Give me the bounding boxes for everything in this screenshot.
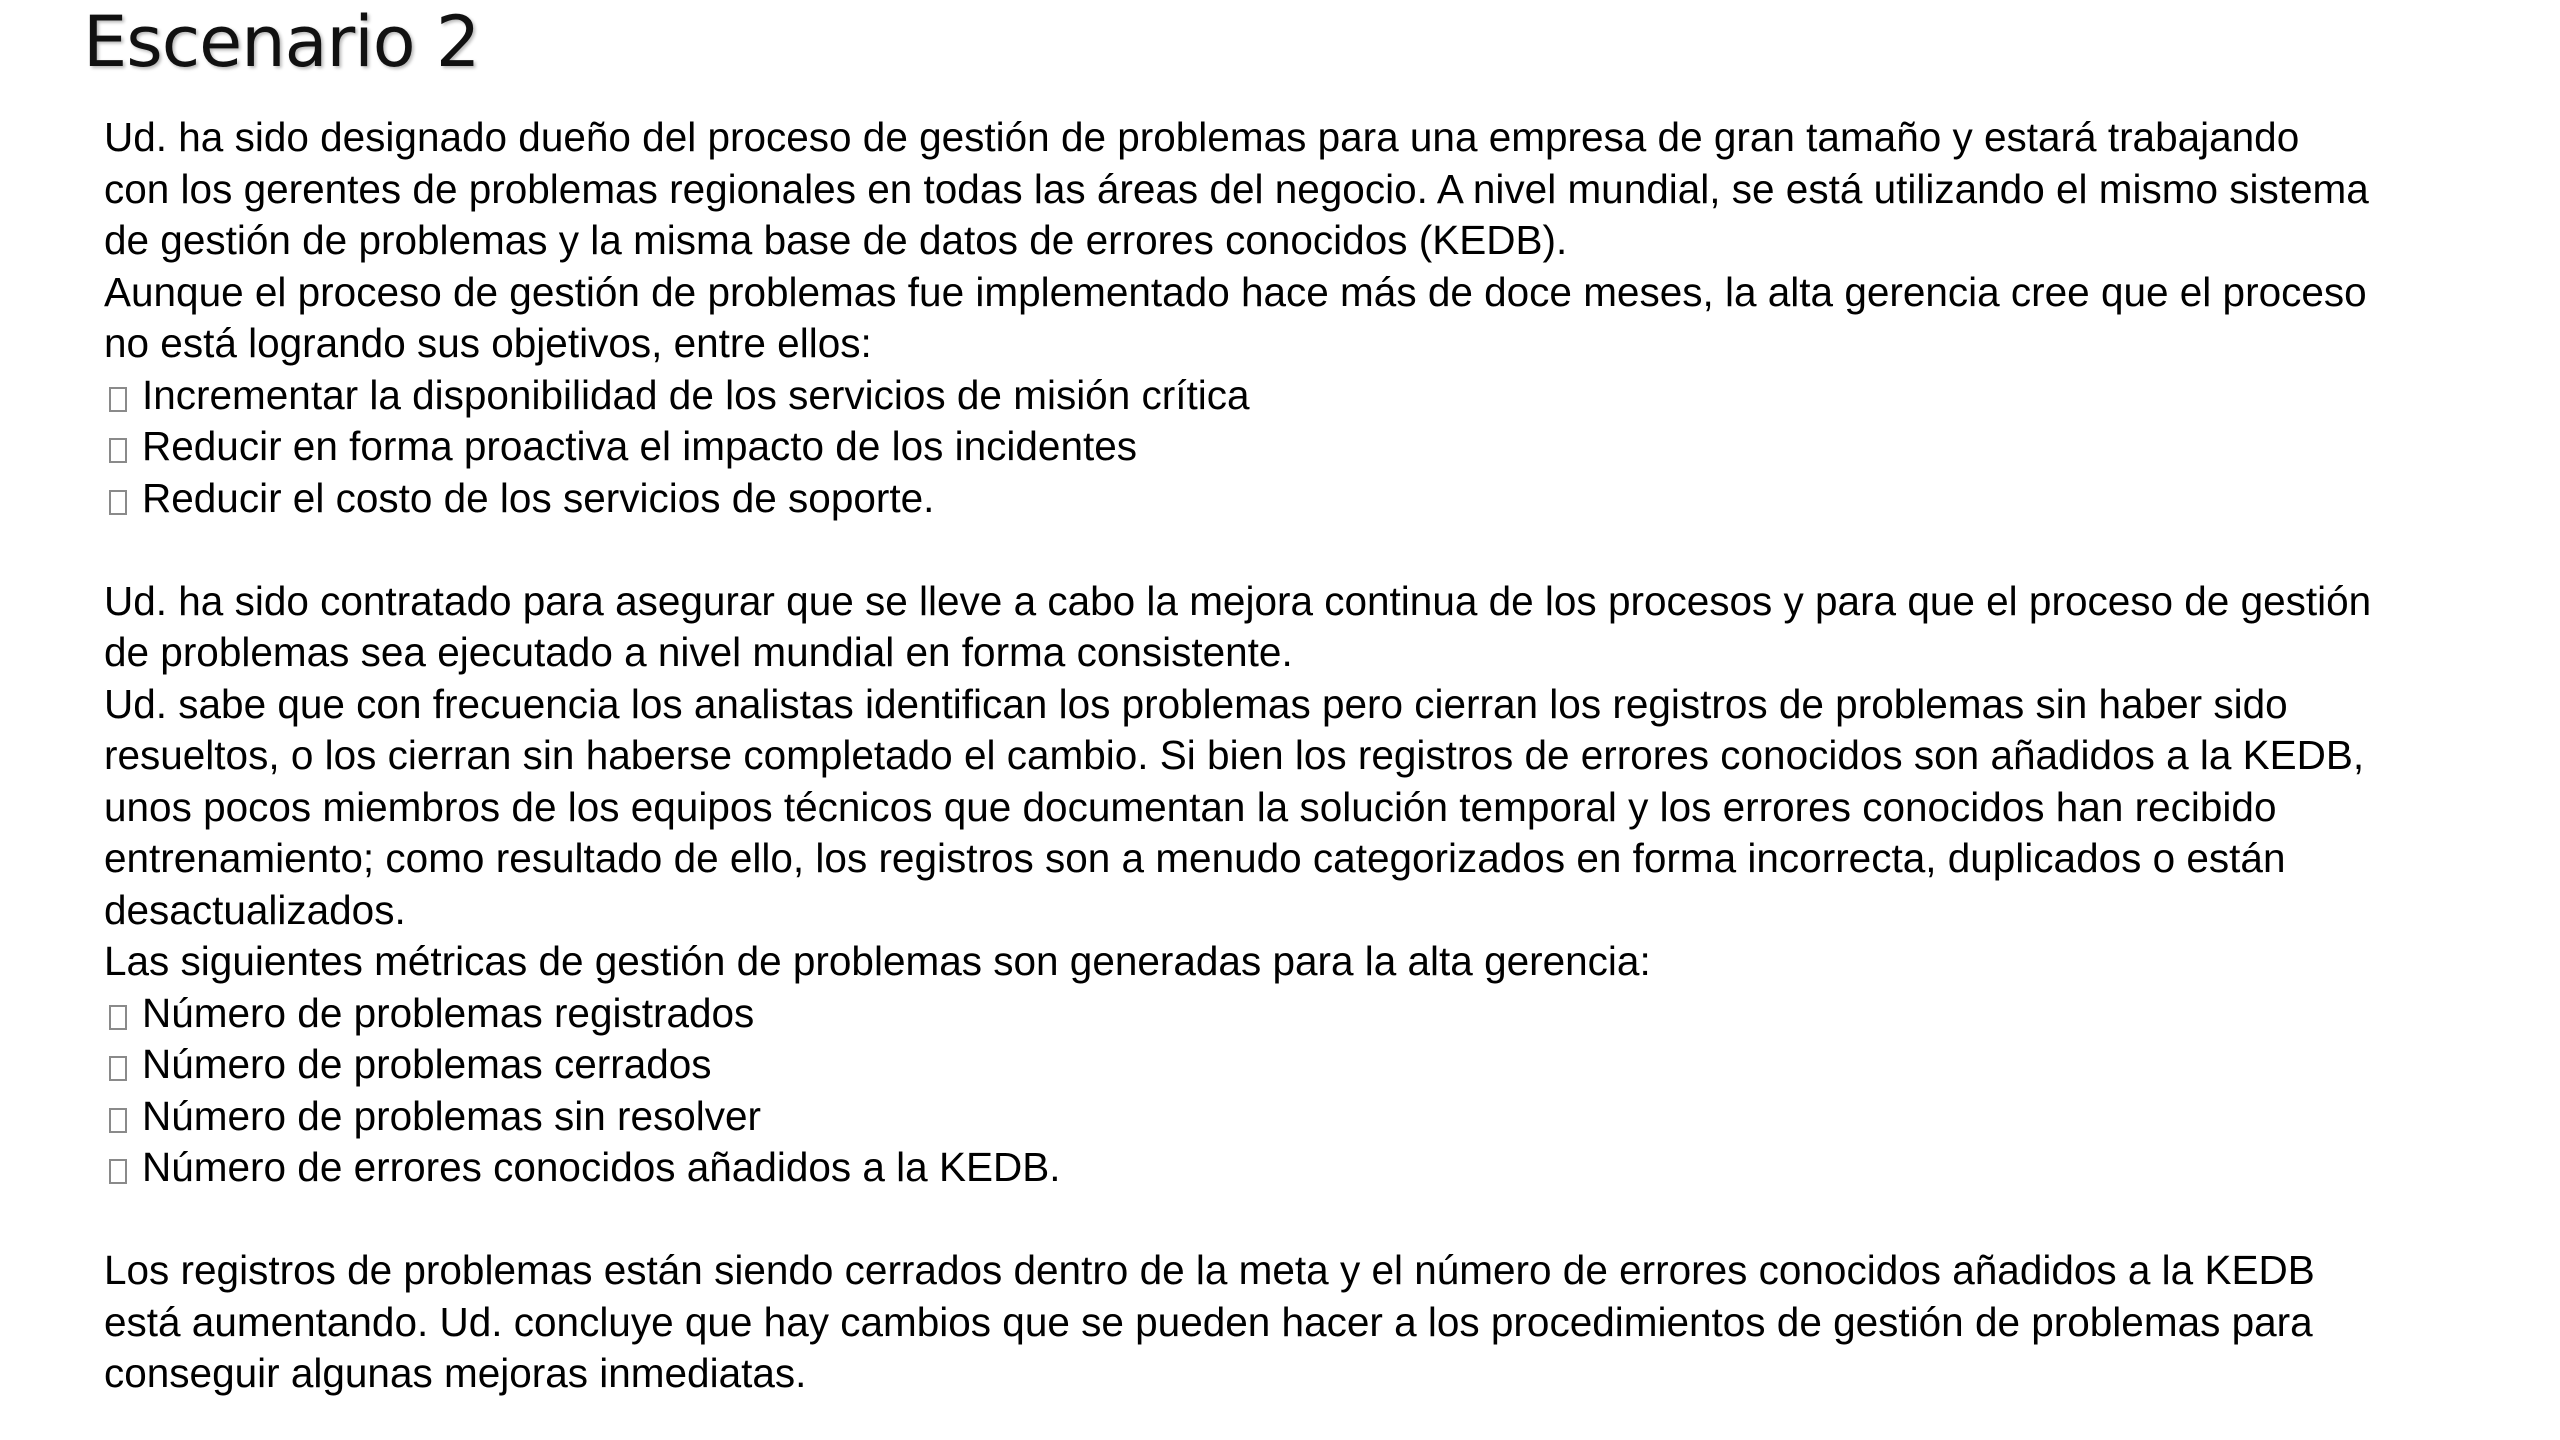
- text-line: de problemas sea ejecutado a nivel mundial en forma consistente.: [104, 629, 1293, 675]
- text-line: Ud. ha sido designado dueño del proceso de gestión de problemas para una empresa de gran tamaño y estará trabajando: [104, 114, 2300, 160]
- text-line: Aunque el proceso de gestión de problemas fue implementado hace más de doce meses, la alta gerencia cree que el proceso: [104, 268, 2367, 315]
- bullet-box-icon: [109, 387, 127, 412]
- list-item: [104, 421, 2544, 473]
- slide-body: [104, 112, 2544, 1400]
- list-item-label: Reducir en forma proactiva el impacto de los incidentes: [142, 423, 1137, 469]
- intro-paragraph: [104, 112, 2544, 370]
- list-item-label: Reducir el costo de los servicios de soporte.: [142, 474, 935, 521]
- text-line: Ud. sabe que con frecuencia los analistas identifican los problemas pero cierran los registros de problemas sin haber sido: [104, 680, 2288, 727]
- bullet-box-icon: [109, 1005, 127, 1030]
- text-line: está aumentando. Ud. concluye que hay cambios que se pueden hacer a los procedimientos de gestión de problemas para: [104, 1298, 2313, 1345]
- list-item-label: Número de problemas sin resolver: [142, 1092, 762, 1139]
- text-line: con los gerentes de problemas regionales en todas las áreas del negocio. A nivel mundial, se está utilizando el mismo sistema: [104, 165, 2369, 212]
- text-line: no está logrando sus objetivos, entre ellos:: [104, 320, 872, 366]
- conclusion-paragraph: [104, 1245, 2544, 1400]
- bullet-box-icon: [109, 1056, 127, 1081]
- list-item-label: Número de problemas cerrados: [142, 1041, 712, 1087]
- bullet-box-icon: [109, 1108, 127, 1133]
- list-item: [104, 1039, 2544, 1091]
- text-line: unos pocos miembros de los equipos técnicos que documentan la solución temporal y los errores conocidos han recibido: [104, 783, 2277, 830]
- text-line: Los registros de problemas están siendo cerrados dentro de la meta y el número de errores conocidos añadidos a la KEDB: [104, 1247, 2315, 1293]
- text-line: Ud. ha sido contratado para asegurar que se lleve a cabo la mejora continua de los procesos y para que el proceso de gestión: [104, 577, 2372, 624]
- slide-title: Escenario 2: [83, 1, 480, 83]
- list-item: [104, 1142, 2544, 1194]
- text-line: desactualizados.: [104, 886, 406, 933]
- objectives-list: [104, 370, 2544, 525]
- text-line: de gestión de problemas y la misma base de datos de errores conocidos (KEDB).: [104, 217, 1568, 263]
- list-item-label: Número de errores conocidos añadidos a la KEDB.: [142, 1144, 1061, 1190]
- bullet-box-icon: [109, 490, 127, 515]
- text-line: conseguir algunas mejoras inmediatas.: [104, 1350, 807, 1396]
- context-paragraph: [104, 576, 2544, 988]
- paragraph-spacer: [104, 524, 2544, 576]
- metrics-list: [104, 988, 2544, 1194]
- list-item: [104, 988, 2544, 1040]
- list-item: [104, 1091, 2544, 1143]
- bullet-box-icon: [109, 438, 127, 463]
- list-item-label: Incrementar la disponibilidad de los servicios de misión crítica: [142, 371, 1250, 418]
- list-item: [104, 473, 2544, 525]
- text-line: resueltos, o los cierran sin haberse completado el cambio. Si bien los registros de errores conocidos son añadidos a la KEDB,: [104, 732, 2365, 778]
- text-line: Las siguientes métricas de gestión de problemas son generadas para la alta gerencia:: [104, 938, 1651, 984]
- text-line: entrenamiento; como resultado de ello, los registros son a menudo categorizados en forma incorrecta, duplicados o están: [104, 835, 2286, 881]
- list-item: [104, 370, 2544, 422]
- bullet-box-icon: [109, 1159, 127, 1184]
- paragraph-spacer: [104, 1194, 2544, 1246]
- list-item-label: Número de problemas registrados: [142, 989, 755, 1036]
